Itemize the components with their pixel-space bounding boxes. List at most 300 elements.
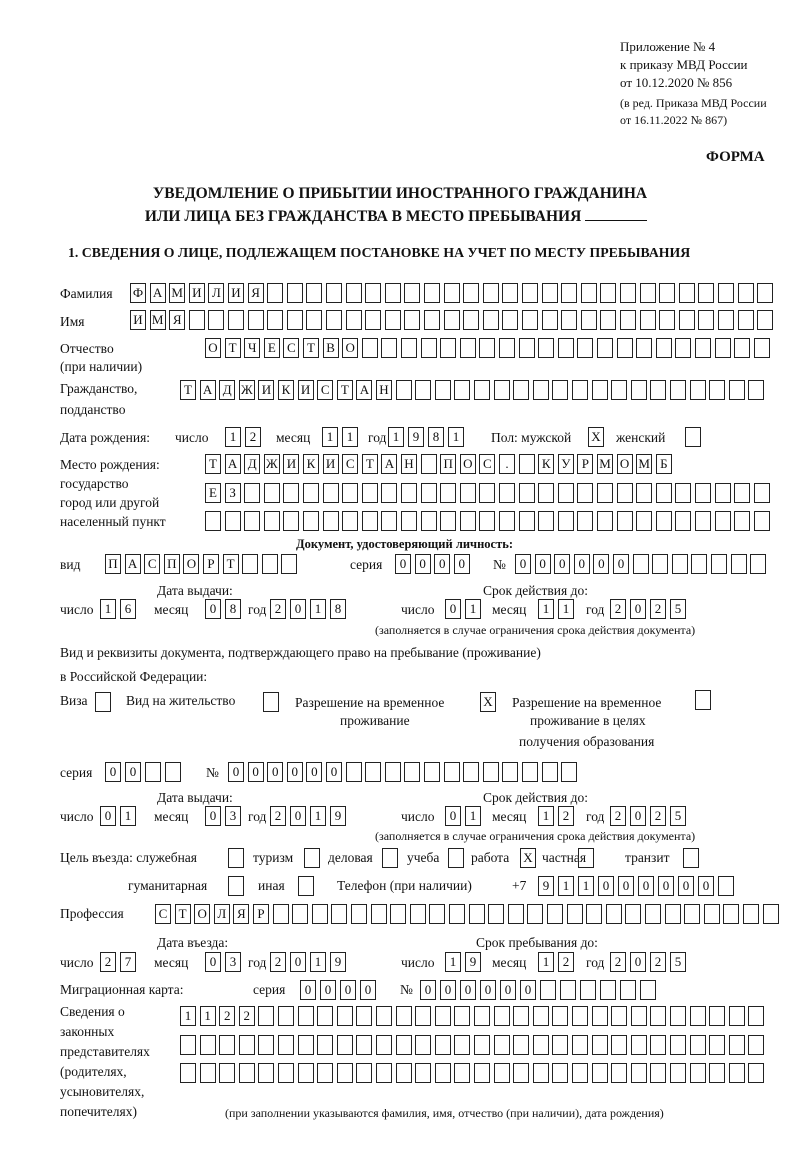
patronymic-cell[interactable] bbox=[538, 338, 554, 358]
doc-issue-year-cell[interactable]: 0 bbox=[290, 806, 306, 826]
patronymic-cell[interactable] bbox=[519, 338, 535, 358]
reps3-cell[interactable] bbox=[670, 1063, 686, 1083]
phone-cell[interactable]: 0 bbox=[698, 876, 714, 896]
surname-cell[interactable] bbox=[757, 283, 773, 303]
reps1-cell[interactable] bbox=[631, 1006, 647, 1026]
mc-number-cell[interactable]: 0 bbox=[460, 980, 476, 1000]
id-kind-cell[interactable]: Р bbox=[203, 554, 219, 574]
surname-cell[interactable] bbox=[306, 283, 322, 303]
id-number-cell[interactable]: 0 bbox=[535, 554, 551, 574]
profession-cell[interactable] bbox=[469, 904, 485, 924]
p-work-cell[interactable]: X bbox=[520, 848, 536, 868]
doc-edu-cell[interactable] bbox=[695, 690, 711, 710]
birthplace3-cell[interactable] bbox=[342, 511, 358, 531]
birthplace2-cell[interactable]: З bbox=[225, 483, 241, 503]
patronymic-cell[interactable] bbox=[734, 338, 750, 358]
reps2-cell[interactable] bbox=[592, 1035, 608, 1055]
reps3-cell[interactable] bbox=[709, 1063, 725, 1083]
reps3-cell[interactable] bbox=[650, 1063, 666, 1083]
birthplace1-cell[interactable]: П bbox=[440, 454, 456, 474]
name-cell[interactable]: Я bbox=[169, 310, 185, 330]
reps3-cell[interactable] bbox=[337, 1063, 353, 1083]
surname-cell[interactable] bbox=[463, 283, 479, 303]
mc-series-cell[interactable]: 0 bbox=[300, 980, 316, 1000]
reps3-cell[interactable] bbox=[239, 1063, 255, 1083]
profession-cell[interactable]: Л bbox=[214, 904, 230, 924]
reps3-cell[interactable] bbox=[376, 1063, 392, 1083]
reps1-cell[interactable] bbox=[356, 1006, 372, 1026]
reps1-cell[interactable] bbox=[396, 1006, 412, 1026]
reps1-cell[interactable] bbox=[709, 1006, 725, 1026]
surname-cell[interactable] bbox=[640, 283, 656, 303]
profession-cell[interactable] bbox=[273, 904, 289, 924]
citizenship-cell[interactable]: А bbox=[200, 380, 216, 400]
birthplace2-cell[interactable] bbox=[440, 483, 456, 503]
citizenship-cell[interactable] bbox=[690, 380, 706, 400]
name-cell[interactable] bbox=[640, 310, 656, 330]
birthplace3-cell[interactable] bbox=[715, 511, 731, 531]
birthplace3-cell[interactable] bbox=[244, 511, 260, 531]
reps2-cell[interactable] bbox=[396, 1035, 412, 1055]
doc-number-cell[interactable] bbox=[365, 762, 381, 782]
profession-cell[interactable] bbox=[312, 904, 328, 924]
name-cell[interactable] bbox=[502, 310, 518, 330]
p-humanitarian-cell[interactable] bbox=[228, 876, 244, 896]
reps3-cell[interactable] bbox=[631, 1063, 647, 1083]
profession-cell[interactable] bbox=[704, 904, 720, 924]
id-number-cell[interactable]: 0 bbox=[574, 554, 590, 574]
reps2-cell[interactable] bbox=[454, 1035, 470, 1055]
citizenship-cell[interactable] bbox=[572, 380, 588, 400]
birthplace1-cell[interactable]: Ж bbox=[264, 454, 280, 474]
profession-cell[interactable] bbox=[567, 904, 583, 924]
birthplace2-cell[interactable]: Е bbox=[205, 483, 221, 503]
birthplace1-cell[interactable]: О bbox=[460, 454, 476, 474]
citizenship-cell[interactable]: С bbox=[317, 380, 333, 400]
reps2-cell[interactable] bbox=[180, 1035, 196, 1055]
reps3-cell[interactable] bbox=[552, 1063, 568, 1083]
id-issue-day-cell[interactable]: 6 bbox=[120, 599, 136, 619]
citizenship-cell[interactable] bbox=[435, 380, 451, 400]
birthplace2-cell[interactable] bbox=[283, 483, 299, 503]
entry-day-cell[interactable]: 7 bbox=[120, 952, 136, 972]
stay-day-cell[interactable]: 1 bbox=[445, 952, 461, 972]
id-issue-year-cell[interactable]: 1 bbox=[310, 599, 326, 619]
patronymic-cell[interactable]: С bbox=[283, 338, 299, 358]
mc-number-cell[interactable]: 0 bbox=[440, 980, 456, 1000]
surname-cell[interactable] bbox=[620, 283, 636, 303]
reps1-cell[interactable] bbox=[258, 1006, 274, 1026]
doc-valid-month-cell[interactable]: 2 bbox=[558, 806, 574, 826]
p-study-cell[interactable] bbox=[448, 848, 464, 868]
profession-cell[interactable] bbox=[292, 904, 308, 924]
profession-cell[interactable]: С bbox=[155, 904, 171, 924]
profession-cell[interactable] bbox=[743, 904, 759, 924]
birthplace3-cell[interactable] bbox=[401, 511, 417, 531]
birthplace1-cell[interactable]: А bbox=[381, 454, 397, 474]
name-cell[interactable] bbox=[326, 310, 342, 330]
surname-cell[interactable] bbox=[718, 283, 734, 303]
patronymic-cell[interactable] bbox=[597, 338, 613, 358]
reps2-cell[interactable] bbox=[513, 1035, 529, 1055]
surname-cell[interactable]: Л bbox=[208, 283, 224, 303]
reps3-cell[interactable] bbox=[454, 1063, 470, 1083]
doc-number-cell[interactable] bbox=[444, 762, 460, 782]
doc-number-cell[interactable] bbox=[463, 762, 479, 782]
citizenship-cell[interactable] bbox=[513, 380, 529, 400]
name-cell[interactable] bbox=[385, 310, 401, 330]
id-issue-day-cell[interactable]: 1 bbox=[100, 599, 116, 619]
reps2-cell[interactable] bbox=[611, 1035, 627, 1055]
mc-number-cell[interactable] bbox=[600, 980, 616, 1000]
reps2-cell[interactable] bbox=[729, 1035, 745, 1055]
reps1-cell[interactable]: 1 bbox=[200, 1006, 216, 1026]
id-number-cell[interactable] bbox=[711, 554, 727, 574]
surname-cell[interactable]: М bbox=[169, 283, 185, 303]
reps2-cell[interactable] bbox=[670, 1035, 686, 1055]
mc-number-cell[interactable] bbox=[540, 980, 556, 1000]
entry-year-cell[interactable]: 1 bbox=[310, 952, 326, 972]
birthplace3-cell[interactable] bbox=[617, 511, 633, 531]
id-number-cell[interactable] bbox=[633, 554, 649, 574]
id-kind-cell[interactable]: О bbox=[183, 554, 199, 574]
reps3-cell[interactable] bbox=[200, 1063, 216, 1083]
doc-valid-year-cell[interactable]: 2 bbox=[610, 806, 626, 826]
surname-cell[interactable] bbox=[444, 283, 460, 303]
reps2-cell[interactable] bbox=[748, 1035, 764, 1055]
surname-cell[interactable] bbox=[385, 283, 401, 303]
reps2-cell[interactable] bbox=[200, 1035, 216, 1055]
name-cell[interactable] bbox=[424, 310, 440, 330]
birthplace2-cell[interactable] bbox=[656, 483, 672, 503]
reps3-cell[interactable] bbox=[592, 1063, 608, 1083]
profession-cell[interactable] bbox=[351, 904, 367, 924]
name-cell[interactable] bbox=[228, 310, 244, 330]
citizenship-cell[interactable]: И bbox=[298, 380, 314, 400]
patronymic-cell[interactable] bbox=[460, 338, 476, 358]
p-service-cell[interactable] bbox=[228, 848, 244, 868]
birthplace2-cell[interactable] bbox=[636, 483, 652, 503]
profession-cell[interactable] bbox=[684, 904, 700, 924]
birthplace3-cell[interactable] bbox=[597, 511, 613, 531]
name-cell[interactable] bbox=[659, 310, 675, 330]
birthplace2-cell[interactable] bbox=[381, 483, 397, 503]
name-cell[interactable] bbox=[365, 310, 381, 330]
citizenship-cell[interactable] bbox=[729, 380, 745, 400]
birthplace3-cell[interactable] bbox=[323, 511, 339, 531]
birthplace2-cell[interactable] bbox=[577, 483, 593, 503]
surname-cell[interactable] bbox=[424, 283, 440, 303]
stay-year-cell[interactable]: 0 bbox=[630, 952, 646, 972]
citizenship-cell[interactable] bbox=[670, 380, 686, 400]
reps1-cell[interactable] bbox=[592, 1006, 608, 1026]
id-number-cell[interactable] bbox=[652, 554, 668, 574]
surname-cell[interactable]: И bbox=[189, 283, 205, 303]
reps1-cell[interactable] bbox=[376, 1006, 392, 1026]
citizenship-cell[interactable] bbox=[533, 380, 549, 400]
reps2-cell[interactable] bbox=[709, 1035, 725, 1055]
name-cell[interactable] bbox=[463, 310, 479, 330]
birthplace2-cell[interactable] bbox=[342, 483, 358, 503]
id-series-cell[interactable]: 0 bbox=[434, 554, 450, 574]
id-kind-cell[interactable]: П bbox=[105, 554, 121, 574]
name-cell[interactable] bbox=[542, 310, 558, 330]
dob-day-cell[interactable]: 1 bbox=[225, 427, 241, 447]
entry-day-cell[interactable]: 2 bbox=[100, 952, 116, 972]
surname-cell[interactable] bbox=[404, 283, 420, 303]
reps2-cell[interactable] bbox=[415, 1035, 431, 1055]
profession-cell[interactable] bbox=[723, 904, 739, 924]
reps1-cell[interactable] bbox=[533, 1006, 549, 1026]
stay-day-cell[interactable]: 9 bbox=[465, 952, 481, 972]
surname-cell[interactable] bbox=[287, 283, 303, 303]
doc-number-cell[interactable] bbox=[483, 762, 499, 782]
citizenship-cell[interactable]: Н bbox=[376, 380, 392, 400]
reps3-cell[interactable] bbox=[415, 1063, 431, 1083]
dob-month-cell[interactable]: 1 bbox=[342, 427, 358, 447]
mc-number-cell[interactable] bbox=[580, 980, 596, 1000]
mc-number-cell[interactable]: 0 bbox=[480, 980, 496, 1000]
reps1-cell[interactable] bbox=[317, 1006, 333, 1026]
birthplace1-cell[interactable]: Т bbox=[205, 454, 221, 474]
name-cell[interactable]: И bbox=[130, 310, 146, 330]
reps3-cell[interactable] bbox=[278, 1063, 294, 1083]
reps2-cell[interactable] bbox=[376, 1035, 392, 1055]
reps1-cell[interactable] bbox=[415, 1006, 431, 1026]
patronymic-cell[interactable] bbox=[656, 338, 672, 358]
profession-cell[interactable]: О bbox=[194, 904, 210, 924]
reps1-cell[interactable] bbox=[298, 1006, 314, 1026]
patronymic-cell[interactable] bbox=[715, 338, 731, 358]
birthplace2-cell[interactable] bbox=[362, 483, 378, 503]
reps2-cell[interactable] bbox=[356, 1035, 372, 1055]
profession-cell[interactable] bbox=[429, 904, 445, 924]
doc-series-cell[interactable] bbox=[145, 762, 161, 782]
reps3-cell[interactable] bbox=[356, 1063, 372, 1083]
doc-valid-year-cell[interactable]: 2 bbox=[650, 806, 666, 826]
birthplace1-cell[interactable] bbox=[519, 454, 535, 474]
citizenship-cell[interactable] bbox=[396, 380, 412, 400]
doc-number-cell[interactable] bbox=[346, 762, 362, 782]
surname-cell[interactable]: Ф bbox=[130, 283, 146, 303]
birthplace3-cell[interactable] bbox=[225, 511, 241, 531]
reps2-cell[interactable] bbox=[474, 1035, 490, 1055]
birthplace1-cell[interactable]: . bbox=[499, 454, 515, 474]
surname-cell[interactable] bbox=[365, 283, 381, 303]
patronymic-cell[interactable]: О bbox=[342, 338, 358, 358]
surname-cell[interactable] bbox=[542, 283, 558, 303]
birthplace3-cell[interactable] bbox=[636, 511, 652, 531]
doc-number-cell[interactable]: 0 bbox=[306, 762, 322, 782]
profession-cell[interactable] bbox=[331, 904, 347, 924]
birthplace2-cell[interactable] bbox=[519, 483, 535, 503]
doc-number-cell[interactable]: 0 bbox=[228, 762, 244, 782]
birthplace3-cell[interactable] bbox=[303, 511, 319, 531]
dob-year-cell[interactable]: 9 bbox=[408, 427, 424, 447]
profession-cell[interactable] bbox=[665, 904, 681, 924]
birthplace2-cell[interactable] bbox=[460, 483, 476, 503]
patronymic-cell[interactable] bbox=[479, 338, 495, 358]
p-business-cell[interactable] bbox=[382, 848, 398, 868]
doc-issue-year-cell[interactable]: 9 bbox=[330, 806, 346, 826]
doc-temp-cell[interactable]: X bbox=[480, 692, 496, 712]
birthplace1-cell[interactable]: О bbox=[617, 454, 633, 474]
birthplace1-cell[interactable] bbox=[421, 454, 437, 474]
surname-cell[interactable] bbox=[346, 283, 362, 303]
name-cell[interactable] bbox=[287, 310, 303, 330]
birthplace2-cell[interactable] bbox=[715, 483, 731, 503]
birthplace3-cell[interactable] bbox=[754, 511, 770, 531]
reps1-cell[interactable] bbox=[552, 1006, 568, 1026]
id-valid-month-cell[interactable]: 1 bbox=[538, 599, 554, 619]
citizenship-cell[interactable] bbox=[454, 380, 470, 400]
birthplace3-cell[interactable] bbox=[538, 511, 554, 531]
reps1-cell[interactable] bbox=[494, 1006, 510, 1026]
id-valid-day-cell[interactable]: 1 bbox=[465, 599, 481, 619]
citizenship-cell[interactable] bbox=[611, 380, 627, 400]
birthplace1-cell[interactable]: М bbox=[636, 454, 652, 474]
citizenship-cell[interactable]: Ж bbox=[239, 380, 255, 400]
birthplace3-cell[interactable] bbox=[519, 511, 535, 531]
birthplace1-cell[interactable]: Н bbox=[401, 454, 417, 474]
profession-cell[interactable] bbox=[586, 904, 602, 924]
doc-number-cell[interactable] bbox=[522, 762, 538, 782]
entry-year-cell[interactable]: 2 bbox=[270, 952, 286, 972]
mc-number-cell[interactable]: 0 bbox=[500, 980, 516, 1000]
reps1-cell[interactable] bbox=[454, 1006, 470, 1026]
citizenship-cell[interactable]: И bbox=[258, 380, 274, 400]
surname-cell[interactable] bbox=[267, 283, 283, 303]
doc-issue-month-cell[interactable]: 0 bbox=[205, 806, 221, 826]
profession-cell[interactable] bbox=[508, 904, 524, 924]
birthplace2-cell[interactable] bbox=[695, 483, 711, 503]
birthplace1-cell[interactable]: К bbox=[538, 454, 554, 474]
birthplace2-cell[interactable] bbox=[734, 483, 750, 503]
doc-number-cell[interactable] bbox=[385, 762, 401, 782]
reps1-cell[interactable]: 2 bbox=[239, 1006, 255, 1026]
birthplace3-cell[interactable] bbox=[695, 511, 711, 531]
mc-number-cell[interactable]: 0 bbox=[520, 980, 536, 1000]
reps1-cell[interactable] bbox=[474, 1006, 490, 1026]
reps3-cell[interactable] bbox=[258, 1063, 274, 1083]
birthplace1-cell[interactable]: М bbox=[597, 454, 613, 474]
reps3-cell[interactable] bbox=[298, 1063, 314, 1083]
birthplace3-cell[interactable] bbox=[421, 511, 437, 531]
name-cell[interactable] bbox=[679, 310, 695, 330]
reps1-cell[interactable]: 1 bbox=[180, 1006, 196, 1026]
birthplace1-cell[interactable]: А bbox=[225, 454, 241, 474]
name-cell[interactable] bbox=[444, 310, 460, 330]
citizenship-cell[interactable]: Д bbox=[219, 380, 235, 400]
dob-day-cell[interactable]: 2 bbox=[245, 427, 261, 447]
birthplace1-cell[interactable]: С bbox=[479, 454, 495, 474]
reps1-cell[interactable] bbox=[572, 1006, 588, 1026]
dob-month-cell[interactable]: 1 bbox=[322, 427, 338, 447]
birthplace2-cell[interactable] bbox=[754, 483, 770, 503]
doc-number-cell[interactable]: 0 bbox=[248, 762, 264, 782]
birthplace2-cell[interactable] bbox=[538, 483, 554, 503]
citizenship-cell[interactable] bbox=[748, 380, 764, 400]
patronymic-cell[interactable]: Е bbox=[264, 338, 280, 358]
birthplace2-cell[interactable] bbox=[264, 483, 280, 503]
profession-cell[interactable] bbox=[606, 904, 622, 924]
id-kind-cell[interactable]: А bbox=[125, 554, 141, 574]
birthplace1-cell[interactable]: И bbox=[323, 454, 339, 474]
mc-series-cell[interactable]: 0 bbox=[320, 980, 336, 1000]
profession-cell[interactable]: Р bbox=[253, 904, 269, 924]
doc-issue-day-cell[interactable]: 0 bbox=[100, 806, 116, 826]
birthplace3-cell[interactable] bbox=[362, 511, 378, 531]
id-valid-year-cell[interactable]: 2 bbox=[650, 599, 666, 619]
citizenship-cell[interactable] bbox=[709, 380, 725, 400]
surname-cell[interactable] bbox=[502, 283, 518, 303]
reps3-cell[interactable] bbox=[435, 1063, 451, 1083]
reps1-cell[interactable] bbox=[729, 1006, 745, 1026]
citizenship-cell[interactable]: Т bbox=[337, 380, 353, 400]
profession-cell[interactable] bbox=[410, 904, 426, 924]
surname-cell[interactable]: А bbox=[150, 283, 166, 303]
doc-number-cell[interactable] bbox=[561, 762, 577, 782]
name-cell[interactable] bbox=[718, 310, 734, 330]
citizenship-cell[interactable]: К bbox=[278, 380, 294, 400]
reps3-cell[interactable] bbox=[690, 1063, 706, 1083]
reps2-cell[interactable] bbox=[258, 1035, 274, 1055]
patronymic-cell[interactable] bbox=[440, 338, 456, 358]
reps1-cell[interactable] bbox=[748, 1006, 764, 1026]
reps2-cell[interactable] bbox=[435, 1035, 451, 1055]
name-cell[interactable] bbox=[600, 310, 616, 330]
entry-month-cell[interactable]: 0 bbox=[205, 952, 221, 972]
id-kind-cell[interactable] bbox=[262, 554, 278, 574]
birthplace3-cell[interactable] bbox=[460, 511, 476, 531]
mc-number-cell[interactable]: 0 bbox=[420, 980, 436, 1000]
citizenship-cell[interactable] bbox=[494, 380, 510, 400]
patronymic-cell[interactable]: Т bbox=[303, 338, 319, 358]
birthplace2-cell[interactable] bbox=[617, 483, 633, 503]
reps3-cell[interactable] bbox=[494, 1063, 510, 1083]
id-number-cell[interactable] bbox=[672, 554, 688, 574]
name-cell[interactable] bbox=[620, 310, 636, 330]
phone-cell[interactable]: 1 bbox=[558, 876, 574, 896]
p-tourism-cell[interactable] bbox=[304, 848, 320, 868]
birthplace2-cell[interactable] bbox=[401, 483, 417, 503]
reps3-cell[interactable] bbox=[317, 1063, 333, 1083]
id-valid-month-cell[interactable]: 1 bbox=[558, 599, 574, 619]
surname-cell[interactable] bbox=[561, 283, 577, 303]
doc-number-cell[interactable]: 0 bbox=[326, 762, 342, 782]
phone-cell[interactable]: 0 bbox=[678, 876, 694, 896]
name-cell[interactable] bbox=[698, 310, 714, 330]
profession-cell[interactable] bbox=[488, 904, 504, 924]
id-number-cell[interactable] bbox=[750, 554, 766, 574]
doc-number-cell[interactable]: 0 bbox=[267, 762, 283, 782]
profession-cell[interactable] bbox=[390, 904, 406, 924]
mc-number-cell[interactable] bbox=[560, 980, 576, 1000]
name-cell[interactable] bbox=[267, 310, 283, 330]
id-valid-day-cell[interactable]: 0 bbox=[445, 599, 461, 619]
birthplace2-cell[interactable] bbox=[558, 483, 574, 503]
birthplace3-cell[interactable] bbox=[577, 511, 593, 531]
id-valid-year-cell[interactable]: 2 bbox=[610, 599, 626, 619]
doc-valid-year-cell[interactable]: 0 bbox=[630, 806, 646, 826]
sex-male-cell[interactable]: X bbox=[588, 427, 604, 447]
surname-cell[interactable] bbox=[483, 283, 499, 303]
id-kind-cell[interactable]: П bbox=[164, 554, 180, 574]
doc-visa-cell[interactable] bbox=[95, 692, 111, 712]
profession-cell[interactable] bbox=[527, 904, 543, 924]
reps3-cell[interactable] bbox=[611, 1063, 627, 1083]
doc-valid-day-cell[interactable]: 0 bbox=[445, 806, 461, 826]
